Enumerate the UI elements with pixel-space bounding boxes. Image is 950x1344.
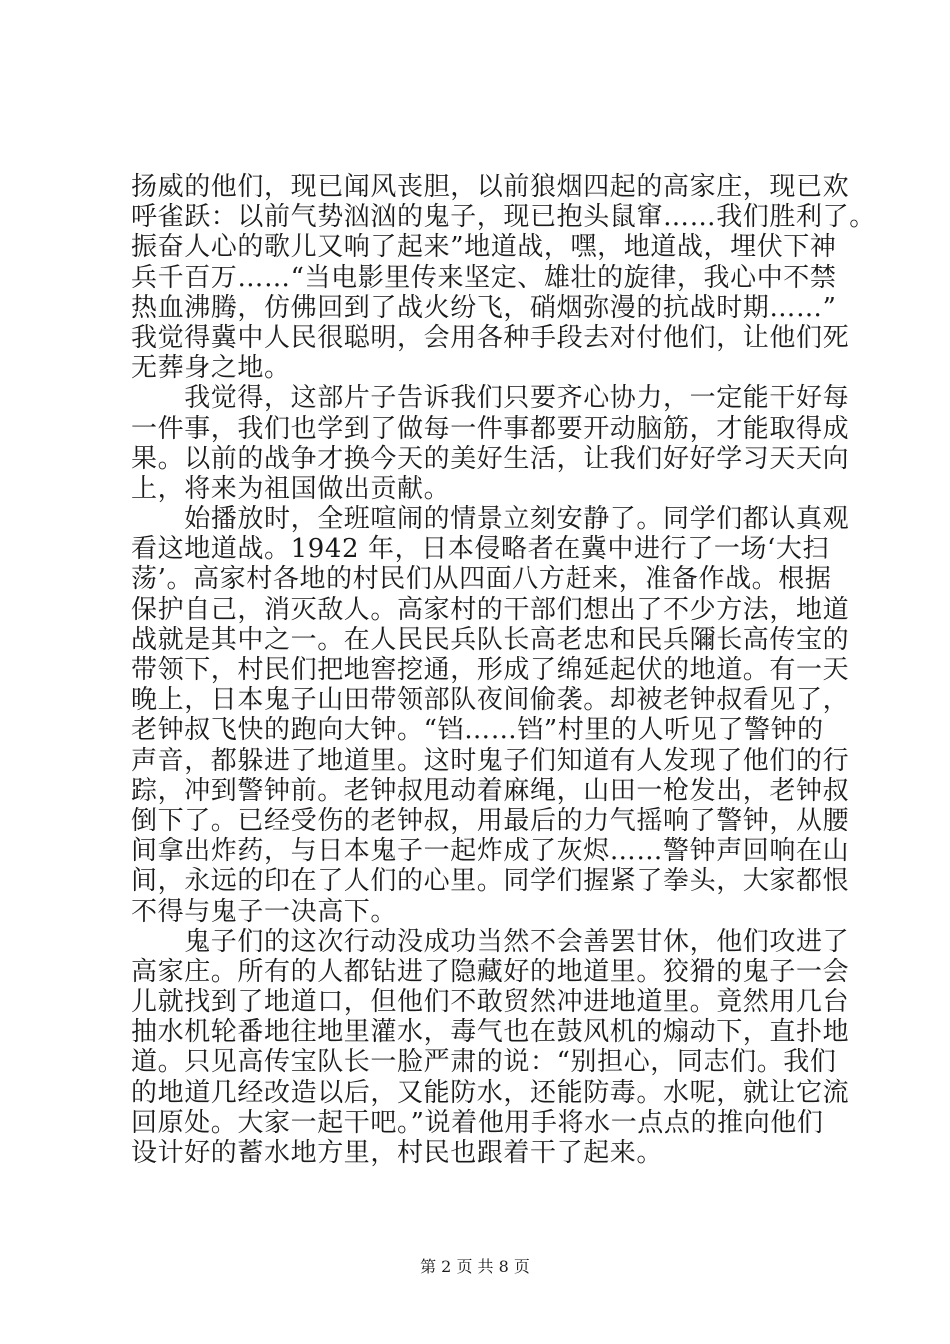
text-line: 抽水机轮番地往地里灌水，毒气也在鼓风机的煽动下，直扑地 (131, 1017, 850, 1048)
text-line: 我觉得，这部片子告诉我们只要齐心协力，一定能干好每 (131, 383, 850, 414)
text-line: 儿就找到了地道口，但他们不敢贸然冲进地道里。竟然用几台 (131, 987, 850, 1018)
text-line: 高家庄。所有的人都钻进了隐藏好的地道里。狡猾的鬼子一会 (131, 956, 850, 987)
page-number: 第 2 页 共 8 页 (420, 1257, 530, 1276)
text-line: 呼雀跃：以前气势汹汹的鬼子，现已抱头鼠窜……我们胜利了。 (131, 202, 876, 233)
text-line: 无葬身之地。 (131, 353, 291, 384)
text-line: 间，永远的印在了人们的心里。同学们握紧了拳头，大家都恨 (131, 866, 850, 897)
text-line: 带领下，村民们把地窖挖通，形成了绵延起伏的地道。有一天 (131, 655, 850, 685)
text-line: 一件事，我们也学到了做每一件事都要开动脑筋，才能取得成 (131, 413, 850, 444)
text-line: 战就是其中之一。在人民民兵队长高老忠和民兵隬长高传宝的 (131, 624, 850, 655)
text-line: 荡’。高家村各地的村民们从四面八方赶来，准备作战。根据 (131, 564, 832, 595)
text-line: 始播放时，全班喧闹的情景立刻安静了。同学们都认真观 (131, 504, 850, 535)
text-line: 倒下了。已经受伤的老钟叔，用最后的力气摇响了警钟，从腰 (131, 805, 850, 836)
text-line: 声音，都躲进了地道里。这时鬼子们知道有人发现了他们的行 (131, 745, 850, 776)
text-line: 上，将来为祖国做出贡献。 (131, 473, 451, 504)
text-line: 保护自己，消灭敌人。高家村的干部们想出了不少方法，地道 (131, 594, 850, 625)
text-line: 扬威的他们，现已闻风丧胆，以前狼烟四起的高家庄，现已欢 (131, 172, 850, 202)
text-line: 道。只见高传宝队长一脸严肃的说：“别担心，同志们。我们 (131, 1047, 837, 1078)
text-line: 热血沸腾，仿佛回到了战火纷飞，硝烟弥漫的抗战时期……” (131, 292, 837, 323)
text-line: 鬼子们的这次行动没成功当然不会善罢甘休，他们攻进了 (131, 926, 850, 957)
text-line: 回原处。大家一起干吧。”说着他用手将水一点点的推向他们 (131, 1107, 824, 1138)
text-line: 兵千百万……“当电影里传来坚定、雄壮的旋律，我心中不禁 (131, 262, 837, 293)
text-line: 不得与鬼子一决高下。 (131, 896, 398, 927)
text-line: 看这地道战。1942 年，日本侵略者在冀中进行了一场‘大扫 (131, 534, 830, 565)
text-line: 踪，冲到警钟前。老钟叔甩动着麻绳，山田一枪发出，老钟叔 (131, 775, 850, 806)
text-line: 间拿出炸药，与日本鬼子一起炸成了灰烬……警钟声回响在山 (131, 836, 850, 867)
text-line: 的地道几经改造以后，又能防水，还能防毒。水呢，就让它流 (131, 1077, 850, 1108)
text-line: 果。以前的战争才换今天的美好生活，让我们好好学习天天向 (131, 443, 850, 474)
text-line: 老钟叔飞快的跑向大钟。“铛……铛”村里的人听见了警钟的 (131, 715, 824, 746)
body-text (131, 172, 876, 1168)
text-line: 振奋人心的歌儿又响了起来”地道战，嘿，地道战，埋伏下神 (131, 232, 837, 263)
text-line: 我觉得冀中人民很聪明，会用各种手段去对付他们，让他们死 (131, 322, 850, 353)
text-line: 晚上，日本鬼子山田带领部队夜间偷袭。却被老钟叔看见了， (131, 685, 850, 716)
text-line: 设计好的蓄水地方里，村民也跟着干了起来。 (131, 1138, 664, 1168)
